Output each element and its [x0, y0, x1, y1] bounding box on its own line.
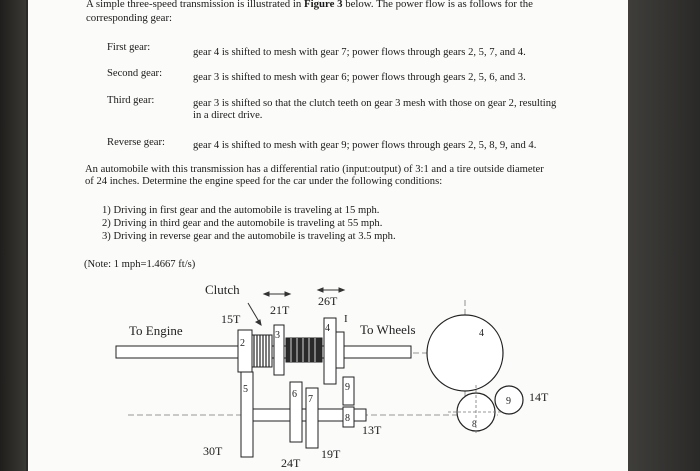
- label-14t: 14T: [529, 390, 549, 404]
- document-page: [28, 0, 628, 471]
- intro-text-a: A simple three-speed transmission is illustrated in: [86, 0, 305, 10]
- label-21t: 21T: [270, 303, 290, 317]
- gear-6-number: 6: [292, 389, 297, 400]
- condition-3: 3) Driving in reverse gear and the automobile is traveling at 3.5 mph.: [102, 231, 396, 242]
- label-15t: 15T: [221, 312, 241, 326]
- background-left-edge: [0, 0, 26, 471]
- gear-2: [238, 330, 252, 372]
- figure-reference: Figure 3: [304, 0, 343, 10]
- gear-4-number: 4: [325, 323, 330, 334]
- gear-5-number: 5: [243, 384, 248, 395]
- gear-text-third-2: in a direct drive.: [193, 110, 263, 121]
- gear-3-number: 3: [275, 330, 280, 341]
- label-26t: 26T: [318, 294, 338, 308]
- gear-text-first: gear 4 is shifted to mesh with gear 7; power flows through gears 2, 5, 7, and 4.: [193, 47, 526, 58]
- label-clutch: Clutch: [205, 282, 240, 297]
- gear-label-second: Second gear:: [107, 68, 163, 79]
- intro-text-c: below. The power flow is as follows for the: [342, 0, 533, 10]
- gear-2-number: 2: [240, 338, 245, 349]
- note: (Note: 1 mph=1.4667 ft/s): [84, 259, 196, 270]
- gear-8-number: 8: [345, 413, 350, 424]
- problem-line-1: An automobile with this transmission has a differential ratio (input:output) of 3:1 and a tire outside diameter: [85, 164, 544, 175]
- gear-text-third-1: gear 3 is shifted so that the clutch teeth on gear 3 mesh with those on gear 2, resulting: [193, 98, 557, 109]
- gear-label-third: Third gear:: [107, 95, 155, 106]
- side-gear-4-number: 4: [479, 328, 484, 339]
- gear-text-reverse: gear 4 is shifted to mesh with gear 9; power flows through gears 2, 5, 8, 9, and 4.: [193, 140, 537, 151]
- condition-1: 1) Driving in first gear and the automobile is traveling at 15 mph.: [102, 205, 380, 216]
- background-right-edge: [628, 0, 700, 471]
- label-19t: 19T: [321, 447, 341, 461]
- gear-text-second: gear 3 is shifted to mesh with gear 6; power flows through gears 2, 5, 6, and 3.: [193, 72, 526, 83]
- gear-9-number: 9: [345, 382, 350, 393]
- gear-label-reverse: Reverse gear:: [107, 137, 165, 148]
- problem-line-2: of 24 inches. Determine the engine speed for the car under the following conditions:: [85, 176, 443, 187]
- label-to-wheels: To Wheels: [360, 322, 416, 337]
- label-to-engine: To Engine: [129, 323, 183, 338]
- intro-line-2: corresponding gear:: [86, 12, 173, 24]
- label-roman-i: I: [344, 313, 348, 325]
- side-gear-9-number: 9: [506, 396, 511, 407]
- label-24t: 24T: [281, 456, 301, 470]
- side-gear-4-circle: [427, 315, 503, 391]
- label-30t: 30T: [203, 444, 223, 458]
- gear-4-hub: [336, 332, 344, 368]
- side-gear-8-number: 8: [472, 419, 477, 429]
- gear-7-number: 7: [308, 394, 313, 405]
- gear-label-first: First gear:: [107, 42, 151, 53]
- transmission-diagram: [28, 0, 628, 471]
- label-13t: 13T: [362, 423, 382, 437]
- condition-2: 2) Driving in third gear and the automobile is traveling at 55 mph.: [102, 218, 383, 229]
